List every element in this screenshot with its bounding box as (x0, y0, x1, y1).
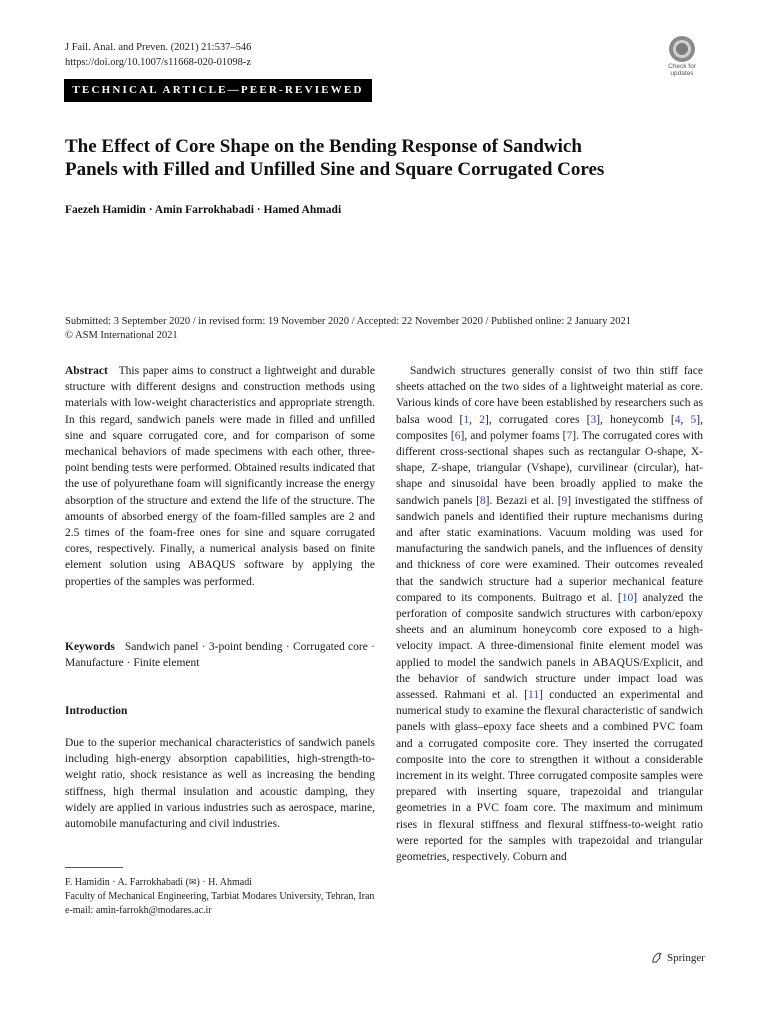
journal-citation: J Fail. Anal. and Preven. (2021) 21:537–546 (65, 42, 252, 53)
author-list: Faezeh Hamidin · Amin Farrokhabadi · Hamed Ahmadi (65, 204, 342, 216)
affiliation-email[interactable]: e-mail: amin-farrokh@modares.ac.ir (65, 905, 212, 916)
check-updates-icon (669, 36, 695, 62)
article-title: The Effect of Core Shape on the Bending Response of Sandwich Panels with Filled and Unfilled Sine and Square Corrugated Cores (65, 136, 605, 180)
keywords-section (65, 639, 375, 671)
citation-link[interactable]: 5 (690, 413, 697, 426)
citation-link[interactable]: 9 (561, 494, 568, 507)
citation-link[interactable]: 11 (528, 689, 540, 702)
journal-header (65, 40, 251, 70)
introduction-text: Due to the superior mechanical characteristics of sandwich panels including high-energy absorption capabilities, high-strength-to-weight ratio, shock resistance as well as increasing the bending stiffness, high thermal insulation and acoustic damping, they widely are applied in various industries such as aerospace, marine, automobile manufacturing and civil industries. (65, 737, 375, 831)
footnote-rule (65, 867, 123, 868)
springer-horse-icon (650, 951, 663, 964)
keywords-label: Keywords (65, 641, 115, 653)
abstract-text: This paper aims to construct a lightweight and durable structure with different designs and construction methods using materials with low-weight characteristics and appropriate strength. In this regard, sandwich panels were made in filled and unfilled sine and square corrugated core, and for comparison of some mechanical behaviors of made specimens with each other, three-point bending tests were performed. Obtained results indicated that the use of polyurethane foam will significantly increase the energy absorption of the structure and extend the life of the structure. The amounts of absorbed energy of the foam-filled samples are 2 and 2.5 times of the foam-free ones for sine and square corrugated cores, respectively. Finally, a numerical analysis based on finite element solution using ABAQUS software by applying the properties of the samples was performed. (65, 365, 375, 588)
journal-doi[interactable]: https://doi.org/10.1007/s11668-020-01098-z (65, 57, 252, 68)
citation-link[interactable]: 6 (454, 429, 461, 442)
citation-link[interactable]: 1 (463, 413, 470, 426)
affiliation-department: Faculty of Mechanical Engineering, Tarbiat Modares University, Tehran, Iran (65, 891, 375, 902)
author-affiliation (65, 875, 375, 918)
body-right-column: Sandwich structures generally consist of two thin stiff face sheets attached on the two sides of a lightweight material as core. Various kinds of core have been established by researchers such as balsa wood [1, 2], corrugated cores [3], honeycomb [4, 5], composites [6], and polymer foams [7]. The corrugated cores with different cross-sectional shapes such as rectangular O-shape, X-shape, Z-shape, triangular (Vshape), curvilinear (circular), hat-shape and sinusoidal have been broadly applied to make the sandwich panels [8]. Bezazi et al. [9] investigated the stiffness of sandwich panels and identified their rupture mechanisms during and after static examinations. Vacuum molding was used for manufacturing the sandwich panels, and the influences of density and thickness of core were examined. Their outcomes revealed that the sandwich structure had a superior mechanical feature compared to its components. Buitrago et al. [10] analyzed the perforation of composite sandwich structures with carbon/epoxy sheets and an aluminum honeycomb core exposed to a high-velocity impact. A three-dimensional finite element model was applied to model the sandwich panels in ABAQUS/Explicit, and the behavior of sandwich structure under impact load was assessed. Rahmani et al. [11] conducted an experimental and numerical study to examine the flexural characteristic of sandwich panels with glass–epoxy face sheets and a combined PVC foam and a corrugated composite core. They inserted the corrugated composite into the core to strengthen it without a considerable increment in its weight. Three corrugated composite samples were prepared with inserting square, trapezoidal and triangular geometries in a PVC foam core. The maximum and minimum rises in flexural stiffness and flexural stiffness-to-weight ratio were reported for the samples with trapezoidal and triangular geometries, respectively. Coburn and (396, 365, 704, 864)
check-updates-label: Check for updates (668, 63, 696, 77)
introduction-heading: Introduction (65, 705, 128, 717)
check-for-updates-badge[interactable] (662, 36, 702, 76)
keywords-text: Sandwich panel · 3-point bending · Corrugated core · Manufacture · Finite element (65, 641, 375, 670)
publisher-logo (650, 951, 705, 964)
citation-link[interactable]: 2 (479, 413, 485, 426)
citation-link[interactable]: 8 (479, 494, 486, 507)
citation-link[interactable]: 7 (566, 429, 573, 442)
citation-link[interactable]: 4 (674, 413, 681, 426)
citation-link[interactable]: 10 (621, 591, 634, 604)
citation-link[interactable]: 3 (590, 413, 597, 426)
publication-dates: Submitted: 3 September 2020 / in revised form: 19 November 2020 / Accepted: 22 November 2020 / Published online: 2 January 2021 © ASM International 2021 (65, 316, 632, 341)
affiliation-names: F. Hamidin · A. Farrokhabadi (✉) · H. Ahmadi (65, 877, 252, 888)
article-type-banner: TECHNICAL ARTICLE—PEER-REVIEWED (64, 79, 372, 102)
abstract-section (65, 363, 375, 590)
publisher-name: Springer (667, 951, 705, 964)
envelope-icon: ✉ (188, 877, 197, 887)
abstract-label: Abstract (65, 365, 108, 377)
